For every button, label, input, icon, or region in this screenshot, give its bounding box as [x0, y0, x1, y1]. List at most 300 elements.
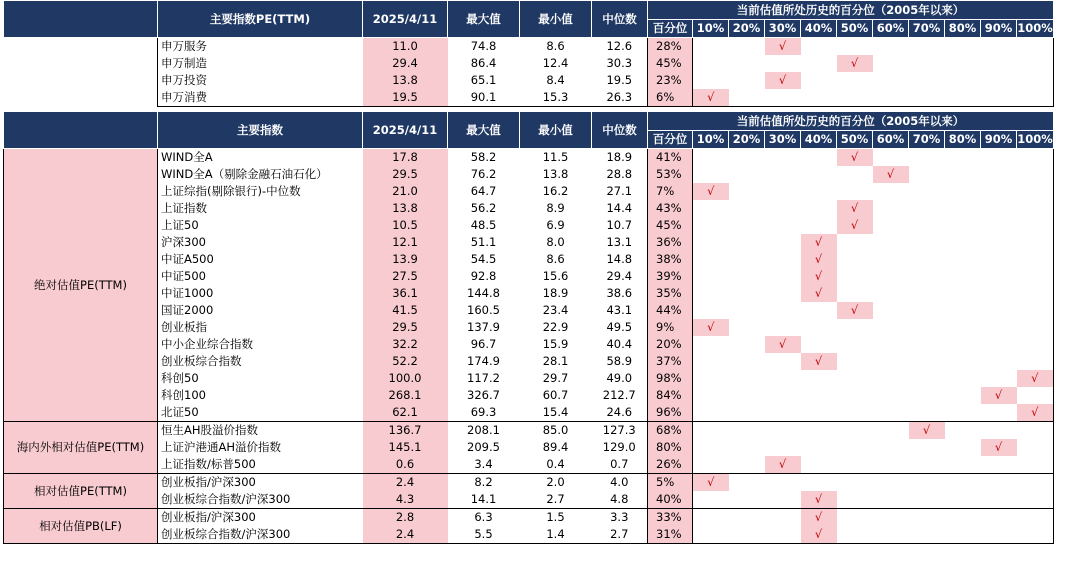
- percentile-bin-100: √: [1017, 370, 1054, 387]
- percentile-bin-30: [765, 491, 801, 509]
- min-value: 15.6: [542, 269, 569, 283]
- percentile-value: 40%: [648, 491, 693, 509]
- percentile-bin-10: [693, 268, 729, 285]
- percentile-bin-10: [693, 285, 729, 302]
- table-row: [4, 456, 1054, 474]
- blank-cell: [4, 55, 158, 72]
- percentile-bin-50: √: [837, 149, 873, 167]
- percentile-bin-80: [945, 353, 981, 370]
- current-pe: 12.1: [363, 234, 448, 251]
- percentile-bin-60: [873, 526, 909, 544]
- percentile-bin-10: [693, 422, 729, 440]
- table-row: [4, 404, 1054, 422]
- median-value: 13.1: [606, 235, 633, 249]
- section-label: 海内外相对估值PE(TTM): [4, 422, 158, 474]
- percentile-bin-10: √: [693, 89, 729, 107]
- header-bin-main-6: 60%: [873, 131, 909, 149]
- percentile-bin-100: [1017, 319, 1054, 336]
- header-median: 中位数: [592, 1, 648, 38]
- min-value: 15.9: [542, 337, 569, 351]
- current-pe: 2.4: [363, 474, 448, 492]
- header-min-main: 最小值: [520, 112, 592, 149]
- percentile-value: 41%: [648, 149, 693, 167]
- table-row: [4, 422, 1054, 440]
- table-row: [4, 166, 1054, 183]
- percentile-bin-80: [945, 183, 981, 200]
- percentile-bin-50: [837, 526, 873, 544]
- percentile-bin-60: [873, 183, 909, 200]
- table-row: [4, 474, 1054, 492]
- max-value: 69.3: [448, 404, 520, 422]
- table-row: [4, 200, 1054, 217]
- percentile-bin-70: [909, 526, 945, 544]
- percentile-value: 45%: [648, 55, 693, 72]
- percentile-value: 31%: [648, 526, 693, 544]
- percentile-bin-80: [945, 89, 981, 107]
- percentile-bin-80: [945, 509, 981, 527]
- percentile-value: 38%: [648, 251, 693, 268]
- percentile-bin-30: [765, 183, 801, 200]
- percentile-bin-80: [945, 387, 981, 404]
- max-value: 8.2: [448, 474, 520, 492]
- table-row: [4, 302, 1054, 319]
- percentile-bin-70: [909, 319, 945, 336]
- percentile-value: 98%: [648, 370, 693, 387]
- percentile-bin-10: √: [693, 183, 729, 200]
- percentile-bin-60: [873, 456, 909, 474]
- percentile-bin-100: [1017, 268, 1054, 285]
- percentile-bin-30: [765, 285, 801, 302]
- index-name: 恒生AH股溢价指数: [158, 422, 363, 440]
- current-pe: 11.0: [363, 38, 448, 56]
- percentile-bin-50: [837, 353, 873, 370]
- median-value: 4.0: [592, 474, 648, 492]
- percentile-bin-20: [729, 439, 765, 456]
- percentile-bin-30: [765, 319, 801, 336]
- index-name: 国证2000: [158, 302, 363, 319]
- percentile-bin-60: [873, 302, 909, 319]
- percentile-bin-70: [909, 353, 945, 370]
- percentile-bin-80: [945, 234, 981, 251]
- table-row: [4, 491, 1054, 509]
- percentile-bin-60: [873, 474, 909, 492]
- percentile-bin-100: [1017, 456, 1054, 474]
- percentile-bin-50: [837, 439, 873, 456]
- min-value: 6.9: [546, 218, 565, 232]
- percentile-bin-40: [801, 474, 837, 492]
- percentile-bin-50: [837, 183, 873, 200]
- median-value: 49.5: [606, 320, 633, 334]
- percentile-bin-30: √: [765, 38, 801, 56]
- index-name: 上证综指(剔除银行)-中位数: [158, 183, 363, 200]
- percentile-bin-50: [837, 166, 873, 183]
- median-value: 18.9: [592, 149, 648, 167]
- percentile-bin-50: [837, 268, 873, 285]
- median-value: 24.6: [592, 404, 648, 422]
- index-name: 科创50: [158, 370, 363, 387]
- percentile-bin-70: [909, 200, 945, 217]
- max-value: 86.4: [470, 56, 497, 70]
- percentile-bin-40: [801, 55, 837, 72]
- percentile-bin-60: [873, 55, 909, 72]
- percentile-bin-10: [693, 200, 729, 217]
- percentile-bin-80: [945, 302, 981, 319]
- current-pe: 36.1: [363, 285, 448, 302]
- min-value: 12.4: [542, 56, 569, 70]
- percentile-bin-90: [981, 217, 1017, 234]
- percentile-bin-90: [981, 474, 1017, 492]
- median-value: 30.3: [606, 56, 633, 70]
- index-name: 中证1000: [158, 285, 363, 302]
- median-value: 2.7: [592, 526, 648, 544]
- header-max-main: 最大值: [448, 112, 520, 149]
- median-value: 127.3: [592, 422, 648, 440]
- percentile-bin-30: [765, 55, 801, 72]
- percentile-bin-100: [1017, 509, 1054, 527]
- percentile-bin-80: [945, 217, 981, 234]
- percentile-bin-100: [1017, 474, 1054, 492]
- percentile-bin-100: [1017, 302, 1054, 319]
- percentile-bin-20: [729, 526, 765, 544]
- percentile-bin-50: √: [837, 217, 873, 234]
- percentile-bin-10: [693, 404, 729, 422]
- percentile-bin-70: [909, 166, 945, 183]
- index-name: 创业板指/沪深300: [158, 509, 363, 527]
- max-value: 6.3: [448, 509, 520, 527]
- percentile-bin-20: [729, 149, 765, 167]
- percentile-bin-50: [837, 491, 873, 509]
- header-bin-top-3: 30%: [765, 20, 801, 38]
- header-history-title: 当前估值所处历史的百分位（2005年以来）: [648, 1, 1054, 20]
- max-value: 54.5: [470, 252, 497, 266]
- percentile-bin-50: [837, 285, 873, 302]
- table-row: [4, 217, 1054, 234]
- percentile-bin-60: [873, 200, 909, 217]
- percentile-bin-10: [693, 217, 729, 234]
- current-pe: 41.5: [363, 302, 448, 319]
- header-percentile: 百分位: [648, 20, 693, 38]
- percentile-bin-30: [765, 387, 801, 404]
- percentile-bin-10: [693, 336, 729, 353]
- percentile-bin-70: [909, 456, 945, 474]
- header-bin-top-10: 100%: [1017, 20, 1054, 38]
- index-name: WIND全A: [158, 149, 363, 167]
- percentile-bin-10: [693, 302, 729, 319]
- percentile-bin-70: [909, 268, 945, 285]
- blank-cell: [4, 72, 158, 89]
- percentile-bin-70: [909, 217, 945, 234]
- percentile-bin-20: [729, 251, 765, 268]
- index-name: 科创100: [158, 387, 363, 404]
- percentile-bin-100: [1017, 251, 1054, 268]
- percentile-bin-90: [981, 509, 1017, 527]
- percentile-value: 80%: [648, 439, 693, 456]
- percentile-bin-80: [945, 285, 981, 302]
- table-row: [4, 370, 1054, 387]
- index-name: 上证指数/标普500: [158, 456, 363, 474]
- percentile-bin-40: [801, 336, 837, 353]
- current-pe: 27.5: [363, 268, 448, 285]
- percentile-bin-90: [981, 166, 1017, 183]
- table-row: [4, 268, 1054, 285]
- percentile-bin-30: [765, 474, 801, 492]
- min-value: 1.5: [520, 509, 592, 527]
- percentile-bin-50: [837, 422, 873, 440]
- blank-cell: [4, 89, 158, 107]
- current-pe: 10.5: [363, 217, 448, 234]
- index-name: 申万制造: [158, 55, 363, 72]
- table-row: [4, 387, 1054, 404]
- max-value: 65.1: [470, 73, 497, 87]
- percentile-value: 9%: [648, 319, 693, 336]
- percentile-bin-30: √: [765, 336, 801, 353]
- percentile-bin-50: [837, 474, 873, 492]
- max-value: 76.2: [470, 167, 497, 181]
- percentile-bin-10: [693, 149, 729, 167]
- median-value: 40.4: [606, 337, 633, 351]
- index-name: 中证A500: [158, 251, 363, 268]
- percentile-value: 26%: [648, 456, 693, 474]
- percentile-bin-90: [981, 89, 1017, 107]
- percentile-bin-100: [1017, 217, 1054, 234]
- percentile-bin-40: [801, 456, 837, 474]
- percentile-bin-10: √: [693, 474, 729, 492]
- current-pe: 2.4: [363, 526, 448, 544]
- current-pe: 145.1: [363, 439, 448, 456]
- header-bin-main-3: 30%: [765, 131, 801, 149]
- percentile-bin-100: [1017, 387, 1054, 404]
- percentile-bin-40: √: [801, 234, 837, 251]
- min-value: 0.4: [520, 456, 592, 474]
- header-bin-top-1: 10%: [693, 20, 729, 38]
- percentile-bin-10: [693, 526, 729, 544]
- percentile-bin-50: [837, 336, 873, 353]
- percentile-bin-70: [909, 336, 945, 353]
- percentile-bin-90: [981, 404, 1017, 422]
- percentile-bin-80: [945, 526, 981, 544]
- percentile-bin-30: √: [765, 72, 801, 89]
- percentile-value: 45%: [648, 217, 693, 234]
- percentile-bin-20: [729, 38, 765, 56]
- max-value: 174.9: [467, 354, 500, 368]
- header-bin-top-8: 80%: [945, 20, 981, 38]
- table-row: [4, 319, 1054, 336]
- header-max: 最大值: [448, 1, 520, 38]
- percentile-bin-50: [837, 387, 873, 404]
- percentile-bin-50: √: [837, 302, 873, 319]
- percentile-bin-100: [1017, 336, 1054, 353]
- table-row: [4, 149, 1054, 167]
- table-row: [4, 353, 1054, 370]
- max-value: 326.7: [467, 388, 500, 402]
- min-value: 8.6: [546, 39, 565, 53]
- percentile-bin-60: [873, 285, 909, 302]
- percentile-bin-90: [981, 491, 1017, 509]
- index-name: 创业板指/沪深300: [158, 474, 363, 492]
- max-value: 209.5: [467, 440, 500, 454]
- percentile-bin-80: [945, 55, 981, 72]
- percentile-bin-100: [1017, 149, 1054, 167]
- percentile-bin-100: √: [1017, 404, 1054, 422]
- percentile-bin-10: [693, 166, 729, 183]
- percentile-bin-50: [837, 38, 873, 56]
- percentile-bin-90: [981, 268, 1017, 285]
- percentile-bin-70: [909, 251, 945, 268]
- median-value: 4.8: [592, 491, 648, 509]
- percentile-bin-70: [909, 72, 945, 89]
- percentile-bin-90: [981, 526, 1017, 544]
- percentile-bin-60: [873, 509, 909, 527]
- percentile-bin-40: [801, 166, 837, 183]
- percentile-bin-90: [981, 336, 1017, 353]
- index-name: WIND全A（剔除金融石油石化）: [158, 166, 363, 183]
- percentile-bin-30: √: [765, 456, 801, 474]
- median-value: 12.6: [606, 39, 633, 53]
- percentile-bin-80: [945, 491, 981, 509]
- header-median-main: 中位数: [592, 112, 648, 149]
- percentile-value: 43%: [648, 200, 693, 217]
- percentile-value: 96%: [648, 404, 693, 422]
- percentile-value: 84%: [648, 387, 693, 404]
- percentile-bin-80: [945, 422, 981, 440]
- table-row: [4, 526, 1054, 544]
- percentile-bin-30: [765, 268, 801, 285]
- percentile-bin-20: [729, 217, 765, 234]
- index-name: 创业板综合指数: [158, 353, 363, 370]
- index-name: 创业板综合指数/沪深300: [158, 526, 363, 544]
- median-value: 27.1: [606, 184, 633, 198]
- percentile-bin-50: [837, 370, 873, 387]
- min-value: 22.9: [542, 320, 569, 334]
- percentile-bin-60: [873, 217, 909, 234]
- percentile-bin-80: [945, 404, 981, 422]
- sw-sector-pe-table: [3, 0, 1054, 107]
- percentile-bin-80: [945, 251, 981, 268]
- percentile-value: 5%: [648, 474, 693, 492]
- current-pe: 4.3: [363, 491, 448, 509]
- table-row: [4, 509, 1054, 527]
- header-bin-top-4: 40%: [801, 20, 837, 38]
- index-name: 申万服务: [158, 38, 363, 56]
- percentile-bin-100: [1017, 439, 1054, 456]
- percentile-bin-90: [981, 251, 1017, 268]
- percentile-value: 7%: [648, 183, 693, 200]
- percentile-bin-90: [981, 72, 1017, 89]
- header-percentile-main: 百分位: [648, 131, 693, 149]
- percentile-bin-30: [765, 200, 801, 217]
- percentile-bin-40: [801, 149, 837, 167]
- percentile-bin-70: [909, 439, 945, 456]
- index-name: 北证50: [158, 404, 363, 422]
- min-value: 23.4: [542, 303, 569, 317]
- percentile-bin-40: √: [801, 353, 837, 370]
- min-value: 15.3: [520, 89, 592, 107]
- header-bin-top-2: 20%: [729, 20, 765, 38]
- current-pe: 29.5: [363, 319, 448, 336]
- percentile-bin-90: [981, 370, 1017, 387]
- percentile-bin-90: √: [981, 439, 1017, 456]
- current-pe: 13.8: [363, 200, 448, 217]
- percentile-bin-60: [873, 370, 909, 387]
- percentile-bin-50: [837, 404, 873, 422]
- min-value: 2.0: [520, 474, 592, 492]
- percentile-bin-50: [837, 234, 873, 251]
- max-value: 160.5: [467, 303, 500, 317]
- header-bin-main-7: 70%: [909, 131, 945, 149]
- header-bin-main-1: 10%: [693, 131, 729, 149]
- min-value: 89.4: [542, 440, 569, 454]
- percentile-bin-50: [837, 319, 873, 336]
- median-value: 14.4: [606, 201, 633, 215]
- percentile-bin-60: [873, 72, 909, 89]
- percentile-bin-10: [693, 456, 729, 474]
- max-value: 137.9: [467, 320, 500, 334]
- percentile-bin-70: [909, 491, 945, 509]
- min-value: 8.0: [546, 235, 565, 249]
- median-value: 0.7: [592, 456, 648, 474]
- percentile-bin-60: [873, 149, 909, 167]
- max-value: 5.5: [448, 526, 520, 544]
- percentile-bin-60: √: [873, 166, 909, 183]
- max-value: 117.2: [467, 371, 500, 385]
- percentile-bin-10: √: [693, 319, 729, 336]
- percentile-bin-30: [765, 251, 801, 268]
- percentile-bin-80: [945, 72, 981, 89]
- percentile-bin-50: [837, 456, 873, 474]
- percentile-bin-20: [729, 474, 765, 492]
- max-value: 3.4: [448, 456, 520, 474]
- header-bin-main-4: 40%: [801, 131, 837, 149]
- median-value: 14.8: [606, 252, 633, 266]
- percentile-bin-50: [837, 89, 873, 107]
- section-label: 绝对估值PE(TTM): [4, 149, 158, 422]
- header-date-main: 2025/4/11: [363, 112, 448, 149]
- blank-cell: [4, 38, 158, 56]
- percentile-bin-70: [909, 285, 945, 302]
- percentile-bin-60: [873, 89, 909, 107]
- percentile-bin-40: √: [801, 509, 837, 527]
- table-row: [4, 72, 1054, 89]
- percentile-value: 28%: [648, 38, 693, 56]
- min-value: 29.7: [542, 371, 569, 385]
- percentile-bin-20: [729, 302, 765, 319]
- min-value: 16.2: [542, 184, 569, 198]
- percentile-bin-70: [909, 474, 945, 492]
- percentile-bin-40: √: [801, 526, 837, 544]
- percentile-bin-40: [801, 422, 837, 440]
- max-value: 14.1: [448, 491, 520, 509]
- percentile-bin-20: [729, 422, 765, 440]
- median-value: 19.5: [606, 73, 633, 87]
- percentile-value: 6%: [648, 89, 693, 107]
- median-value: 29.4: [606, 269, 633, 283]
- percentile-bin-40: [801, 302, 837, 319]
- percentile-bin-40: √: [801, 268, 837, 285]
- max-value: 208.1: [448, 422, 520, 440]
- percentile-bin-30: [765, 439, 801, 456]
- percentile-bin-70: [909, 404, 945, 422]
- percentile-bin-40: [801, 72, 837, 89]
- min-value: 2.7: [520, 491, 592, 509]
- current-pe: 52.2: [363, 353, 448, 370]
- percentile-bin-10: [693, 509, 729, 527]
- current-pe: 13.9: [363, 251, 448, 268]
- header-bin-main-5: 50%: [837, 131, 873, 149]
- percentile-bin-70: √: [909, 422, 945, 440]
- max-value: 74.8: [470, 39, 497, 53]
- percentile-bin-70: [909, 302, 945, 319]
- max-value: 90.1: [448, 89, 520, 107]
